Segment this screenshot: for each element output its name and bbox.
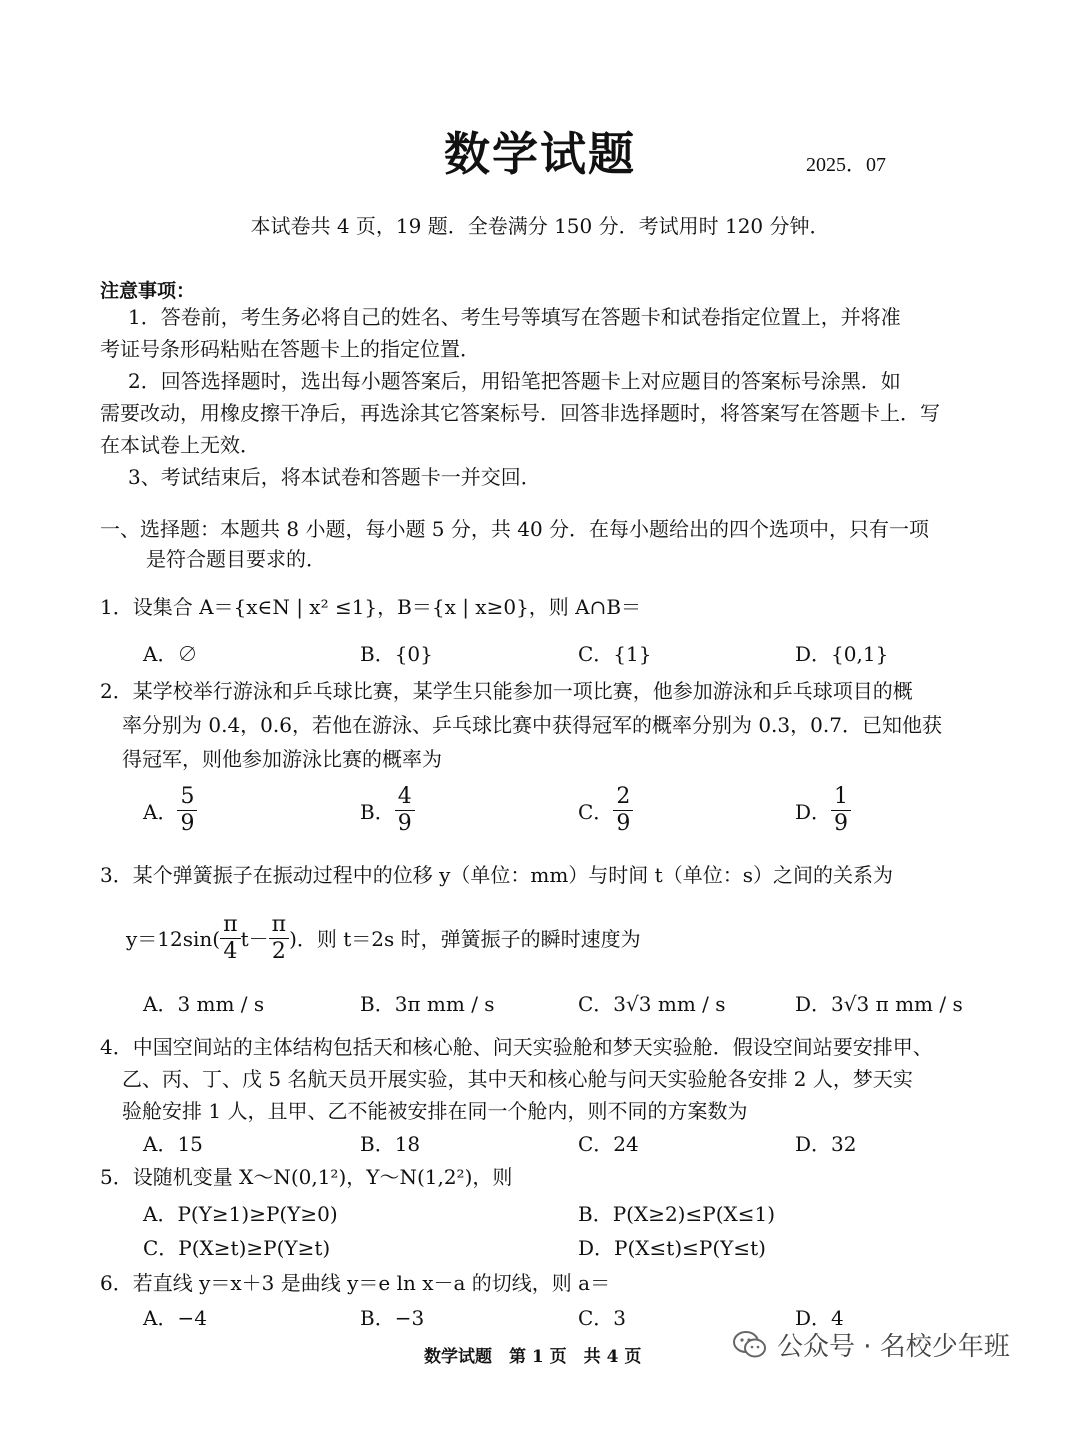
q4-option-a: A．15	[143, 1132, 203, 1156]
question-2-line: 2．某学校举行游泳和乒乓球比赛，某学生只能参加一项比赛，他参加游泳和乒乓球项目的概	[100, 679, 913, 703]
question-1-stem: 1．设集合 A＝{x∈N | x² ≤1}，B＝{x | x≥0}，则 A∩B＝	[100, 595, 642, 619]
q3-option-d: D．3√3 π mm / s	[795, 992, 963, 1016]
q2-option-b: B． $\frac{4}{9}$	[360, 784, 415, 837]
question-2-line: 得冠军，则他参加游泳比赛的概率为	[122, 747, 442, 771]
q5-option-b: B．P(X≥2)≤P(X≤1)	[578, 1202, 776, 1226]
question-5-stem: 5．设随机变量 X～N(0,1²)，Y～N(1,2²)，则	[100, 1165, 513, 1189]
page-title: 数学试题	[444, 127, 636, 181]
q2-option-c: C． $\frac{2}{9}$	[578, 784, 633, 837]
q4-option-b: B．18	[360, 1132, 421, 1156]
question-4-line: 验舱安排 1 人，且甲、乙不能被安排在同一个舱内，则不同的方案数为	[122, 1099, 748, 1123]
q1-option-b: B．{0}	[360, 642, 433, 666]
q1-option-a: A．∅	[143, 642, 198, 666]
q2-option-d: D． $\frac{1}{9}$	[795, 784, 851, 837]
q1-option-d: D．{0,1}	[795, 642, 889, 666]
question-6-stem: 6．若直线 y＝x＋3 是曲线 y＝e ln x－a 的切线，则 a＝	[100, 1271, 611, 1295]
fraction: $\frac{\pi}{4}$	[220, 912, 240, 965]
fraction: $\frac{\pi}{2}$	[269, 912, 289, 965]
q3-option-c: C．3√3 mm / s	[578, 992, 726, 1016]
q6-option-d: D．4	[795, 1306, 844, 1330]
page-footer: 数学试题 第 1 页 共 4 页	[424, 1347, 642, 1367]
q5-option-d: D．P(X≤t)≤P(Y≤t)	[578, 1236, 766, 1260]
q6-option-c: C．3	[578, 1306, 627, 1330]
notice-line: 1．答卷前，考生务必将自己的姓名、考生号等填写在答题卡和试卷指定位置上，并将准	[128, 305, 901, 329]
q3-option-a: A．3 mm / s	[143, 992, 265, 1016]
section-heading: 一、选择题：本题共 8 小题，每小题 5 分，共 40 分．在每小题给出的四个选项中，只有一项	[100, 517, 930, 541]
q5-option-c: C．P(X≥t)≥P(Y≥t)	[143, 1236, 331, 1260]
wechat-icon	[733, 1330, 767, 1360]
q4-option-c: C．24	[578, 1132, 639, 1156]
notice-line: 2．回答选择题时，选出每小题答案后，用铅笔把答题卡上对应题目的答案标号涂黑．如	[128, 369, 901, 393]
exam-date: 2025．07	[806, 154, 886, 176]
section-heading-cont: 是符合题目要求的．	[146, 547, 326, 571]
q2-option-a: A． $\frac{5}{9}$	[143, 784, 197, 837]
question-3-formula: y＝12sin( $\frac{\pi}{4}$ t－ $\frac{\pi}{2}$ )．则 t＝2s 时，弹簧振子的瞬时速度为	[126, 912, 641, 964]
notice-line: 考证号条形码粘贴在答题卡上的指定位置．	[100, 337, 480, 361]
question-3-line: 3．某个弹簧振子在振动过程中的位移 y（单位：mm）与时间 t（单位：s）之间的关系为	[100, 863, 893, 887]
fraction: $\frac{5}{9}$	[177, 784, 197, 837]
fraction: $\frac{2}{9}$	[613, 784, 633, 837]
q1-option-c: C．{1}	[578, 642, 652, 666]
notice-line: 3、考试结束后，将本试卷和答题卡一并交回．	[128, 465, 541, 489]
q6-option-b: B．−3	[360, 1306, 425, 1330]
question-4-line: 乙、丙、丁、戊 5 名航天员开展实验，其中天和核心舱与问天实验舱各安排 2 人，梦天实	[122, 1067, 913, 1091]
watermark-text: 公众号 · 名校少年班	[777, 1332, 1010, 1362]
notice-line: 需要改动，用橡皮擦干净后，再选涂其它答案标号．回答非选择题时，将答案写在答题卡上．写	[100, 401, 940, 425]
notice-heading: 注意事项：	[100, 280, 196, 302]
q4-option-d: D．32	[795, 1132, 857, 1156]
notice-line: 在本试卷上无效．	[100, 433, 260, 457]
q5-option-a: A．P(Y≥1)≥P(Y≥0)	[143, 1202, 338, 1226]
question-2-line: 率分别为 0.4，0.6，若他在游泳、乒乓球比赛中获得冠军的概率分别为 0.3，0.7．已知他获	[122, 713, 942, 737]
watermark	[733, 1326, 1010, 1363]
fraction: $\frac{4}{9}$	[395, 784, 415, 837]
q3-option-b: B．3π mm / s	[360, 992, 495, 1016]
q6-option-a: A．−4	[143, 1306, 207, 1330]
fraction: $\frac{1}{9}$	[831, 784, 851, 837]
question-4-line: 4．中国空间站的主体结构包括天和核心舱、问天实验舱和梦天实验舱．假设空间站要安排甲、	[100, 1035, 933, 1059]
exam-info: 本试卷共 4 页，19 题．全卷满分 150 分．考试用时 120 分钟．	[250, 214, 830, 238]
